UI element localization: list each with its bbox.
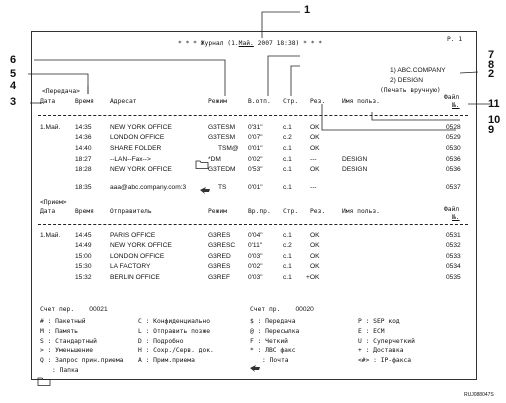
recv-row-sender: BERLIN OFFICE: [110, 274, 160, 281]
send-row-pages: c.1: [283, 124, 292, 131]
recv-row-sender: LA FACTORY: [110, 263, 151, 270]
send-row-time: 18:28: [75, 166, 92, 173]
recv-row-pages: c.1: [283, 253, 292, 260]
recv-row-time: 14:45: [75, 232, 92, 239]
legend-col4-item: U : Суперчеткий: [358, 337, 415, 345]
send-row-time: 14:35: [75, 124, 92, 131]
recv-header-duration: Вр.пр.: [248, 208, 271, 215]
recv-header-mode: Режим: [208, 208, 227, 215]
send-header-file: Файл: [444, 94, 460, 101]
legend-col1-item: : Папка: [52, 367, 79, 374]
send-row-result: ---: [310, 184, 317, 191]
recv-row-pages: c.1: [283, 263, 292, 270]
recv-row-mode: G3RESC: [208, 242, 236, 249]
legend-col4-item: E : ECM: [358, 327, 385, 335]
recv-row-result: OK: [310, 232, 320, 239]
callout-5: 5: [10, 68, 17, 80]
recv-header-user: Имя польз.: [342, 208, 380, 215]
legend-col1-item: S : Стандартный: [40, 337, 97, 345]
recv-row-result: OK: [310, 242, 320, 249]
send-row-time: 14:40: [75, 145, 92, 152]
send-row-mode: TS: [218, 184, 227, 191]
journal-title-prefix: * * * Журнал (1.: [178, 40, 239, 47]
legend-mail-icon: [250, 365, 260, 372]
send-row-dur: 0'02": [248, 156, 263, 163]
legend-col1-item: Q : Запрос прин.приема: [40, 357, 124, 365]
send-row-dur: 0'01": [248, 184, 263, 191]
legend-col4-item: <#> : IP-факса: [358, 357, 412, 365]
send-row-mode: TSM@: [218, 145, 239, 152]
legend-col4-item: + : Доставка: [358, 347, 404, 355]
callout-9: 9: [488, 124, 495, 136]
recv-row-file: 0531: [446, 232, 461, 239]
send-row-dest: aaa@abc.company.com:3: [110, 184, 187, 191]
send-row-result: OK: [310, 134, 320, 141]
legend-col2-item: D : Подробно: [138, 337, 184, 345]
recv-row-dur: 0'03": [248, 253, 263, 260]
mail-icon: [200, 187, 210, 194]
page-number: P. 1: [447, 36, 463, 43]
callout-4: 4: [10, 80, 17, 92]
send-header-file-no: №.: [452, 102, 460, 109]
recv-row-sender: LONDON OFFICE: [110, 253, 165, 260]
send-row-dest: LONDON OFFICE: [110, 134, 165, 141]
send-row-time: 14:36: [75, 134, 92, 141]
recv-row-pages: c.1: [283, 274, 292, 281]
legend-col2-item: L : Отправить позже: [138, 327, 211, 335]
send-header-user: Имя польз.: [342, 98, 380, 105]
send-header-result: Рез.: [310, 98, 326, 105]
send-row-dest: SHARE FOLDER: [110, 145, 162, 152]
legend-col3-item: @ : Пересылка: [250, 327, 300, 335]
callout-8: 8: [488, 59, 495, 71]
callout-leaders: [28, 12, 490, 130]
send-row-pages: c.1: [283, 184, 292, 191]
recv-row-result: OK: [310, 263, 320, 270]
recv-row-date: 1.Май.: [40, 232, 61, 239]
send-row-file: 0529: [446, 134, 461, 141]
recv-row-file: 0534: [446, 263, 461, 270]
send-row-pages: c.1: [283, 156, 292, 163]
recv-row-sender: NEW YORK OFFICE: [110, 242, 172, 249]
destination-entry-1: 1) ABC.COMPANY: [390, 67, 446, 74]
folder-icon: [196, 161, 208, 169]
sent-count-label: Счет пер.: [40, 306, 75, 313]
legend-col4-item: P : SEP код: [358, 318, 400, 325]
send-row-pages: c.1: [283, 145, 292, 152]
send-row-time: 18:35: [75, 184, 92, 191]
legend-col3-item: : Почта: [262, 357, 289, 365]
send-row-dur: 0'53": [248, 166, 263, 173]
legend-col3-item: $ : Передача: [250, 318, 296, 325]
recv-row-time: 15:00: [75, 253, 92, 260]
recv-row-mode: G3RES: [208, 232, 231, 239]
send-row-date: 1.Май.: [40, 124, 61, 131]
recv-row-dur: 0'02": [248, 263, 263, 270]
legend-col2-item: A : Прим.приема: [138, 357, 195, 365]
recv-row-sender: PARIS OFFICE: [110, 232, 156, 239]
send-row-dur: 0'31": [248, 124, 263, 131]
send-section-label: <Передача>: [42, 88, 80, 95]
legend-col1-item: # : Пакетный: [40, 318, 86, 325]
legend-col1-item: > : Уменьшение: [40, 347, 94, 355]
recv-header-result: Рез.: [310, 208, 326, 215]
send-row-pages: c.1: [283, 166, 292, 173]
recv-row-dur: 0'11": [248, 242, 263, 249]
sent-count-value: 00021: [89, 306, 108, 313]
journal-title-suffix: 2007 18:38) * * *: [253, 40, 323, 47]
callout-1: 1: [304, 4, 311, 16]
recv-header-time: Время: [75, 208, 94, 215]
send-row-result: ---: [310, 156, 317, 163]
callout-6: 6: [10, 54, 17, 66]
recv-row-file: 0532: [446, 242, 461, 249]
legend-col2-item: H : Сохр./Серв. док.: [138, 347, 214, 355]
send-row-mode: G3TEDM: [208, 166, 236, 173]
legend-col1-item: M : Память: [40, 327, 78, 335]
send-header-mode: Режим: [208, 98, 227, 105]
recv-header-date: Дата: [40, 208, 56, 215]
send-row-dest: NEW YORK OFFICE: [110, 124, 172, 131]
recv-row-result: OK: [310, 253, 320, 260]
recv-header-pages: Стр.: [283, 208, 299, 215]
recv-row-result: +OK: [306, 274, 320, 281]
recv-row-time: 15:30: [75, 263, 92, 270]
send-header-duration: В.отп.: [248, 98, 271, 105]
send-row-file: 0537: [446, 184, 461, 191]
send-row-result: OK: [310, 166, 320, 173]
send-row-file: 0536: [446, 156, 461, 163]
send-row-result: OK: [310, 124, 320, 131]
send-row-dest: NEW YORK OFFICE: [110, 166, 172, 173]
journal-title-month: Май.: [238, 40, 254, 47]
send-header-pages: Стр.: [283, 98, 299, 105]
recv-row-time: 14:49: [75, 242, 92, 249]
print-note: (Печать вручную): [380, 87, 441, 94]
recv-row-pages: c.2: [283, 242, 292, 249]
image-code: RUJ088047S: [464, 392, 494, 398]
send-row-pages: c.2: [283, 134, 292, 141]
callout-10: 10: [488, 114, 501, 126]
send-row-dur: 0'07": [248, 134, 263, 141]
recv-row-file: 0535: [446, 274, 461, 281]
callout-11: 11: [488, 98, 500, 110]
recv-row-mode: G3REF: [208, 274, 230, 281]
recv-row-time: 15:32: [75, 274, 92, 281]
callout-2: 2: [488, 68, 495, 80]
send-row-file: 0528: [446, 124, 461, 131]
recv-row-file: 0533: [446, 253, 461, 260]
send-header-time: Время: [75, 98, 94, 105]
legend-col3-item: * : ЛВС факс: [250, 347, 296, 355]
legend-col2-item: C : Конфиденциально: [138, 318, 211, 325]
send-row-mode: *DM: [208, 156, 221, 163]
destination-entry-2: 2) DESIGN: [390, 77, 423, 84]
recv-row-mode: G3RES: [208, 263, 231, 270]
send-row-file: 0530: [446, 145, 461, 152]
recv-row-dur: 0'03": [248, 274, 263, 281]
send-row-time: 18:27: [75, 156, 92, 163]
recv-header-sender: Отправитель: [110, 208, 152, 215]
send-row-user: DESIGN: [342, 166, 368, 173]
send-row-dur: 0'01": [248, 145, 263, 152]
recv-header-file: Файл: [444, 206, 460, 213]
recv-count-label: Счет пр.: [250, 306, 281, 313]
send-header-date: Дата: [40, 98, 56, 105]
send-row-mode: G3TESM: [208, 134, 236, 141]
receive-section-label: <Прием>: [40, 199, 67, 206]
legend-col3-item: F : Четкий: [250, 337, 288, 345]
send-row-dest: --LAN--Fax-->: [110, 156, 151, 163]
send-header-addressee: Адресат: [110, 98, 137, 105]
send-row-mode: G3TESM: [208, 124, 236, 131]
send-row-file: 0536: [446, 166, 461, 173]
recv-row-mode: G3RED: [208, 253, 231, 260]
send-row-result: OK: [310, 145, 320, 152]
callout-3: 3: [10, 96, 17, 108]
recv-count-value: 00020: [295, 306, 314, 313]
send-row-user: DESIGN: [342, 156, 368, 163]
callout-7: 7: [488, 49, 495, 61]
legend-folder-icon: [38, 378, 50, 386]
recv-header-file-no: №.: [452, 214, 460, 221]
recv-row-pages: c.1: [283, 232, 292, 239]
recv-row-dur: 0'04": [248, 232, 263, 239]
